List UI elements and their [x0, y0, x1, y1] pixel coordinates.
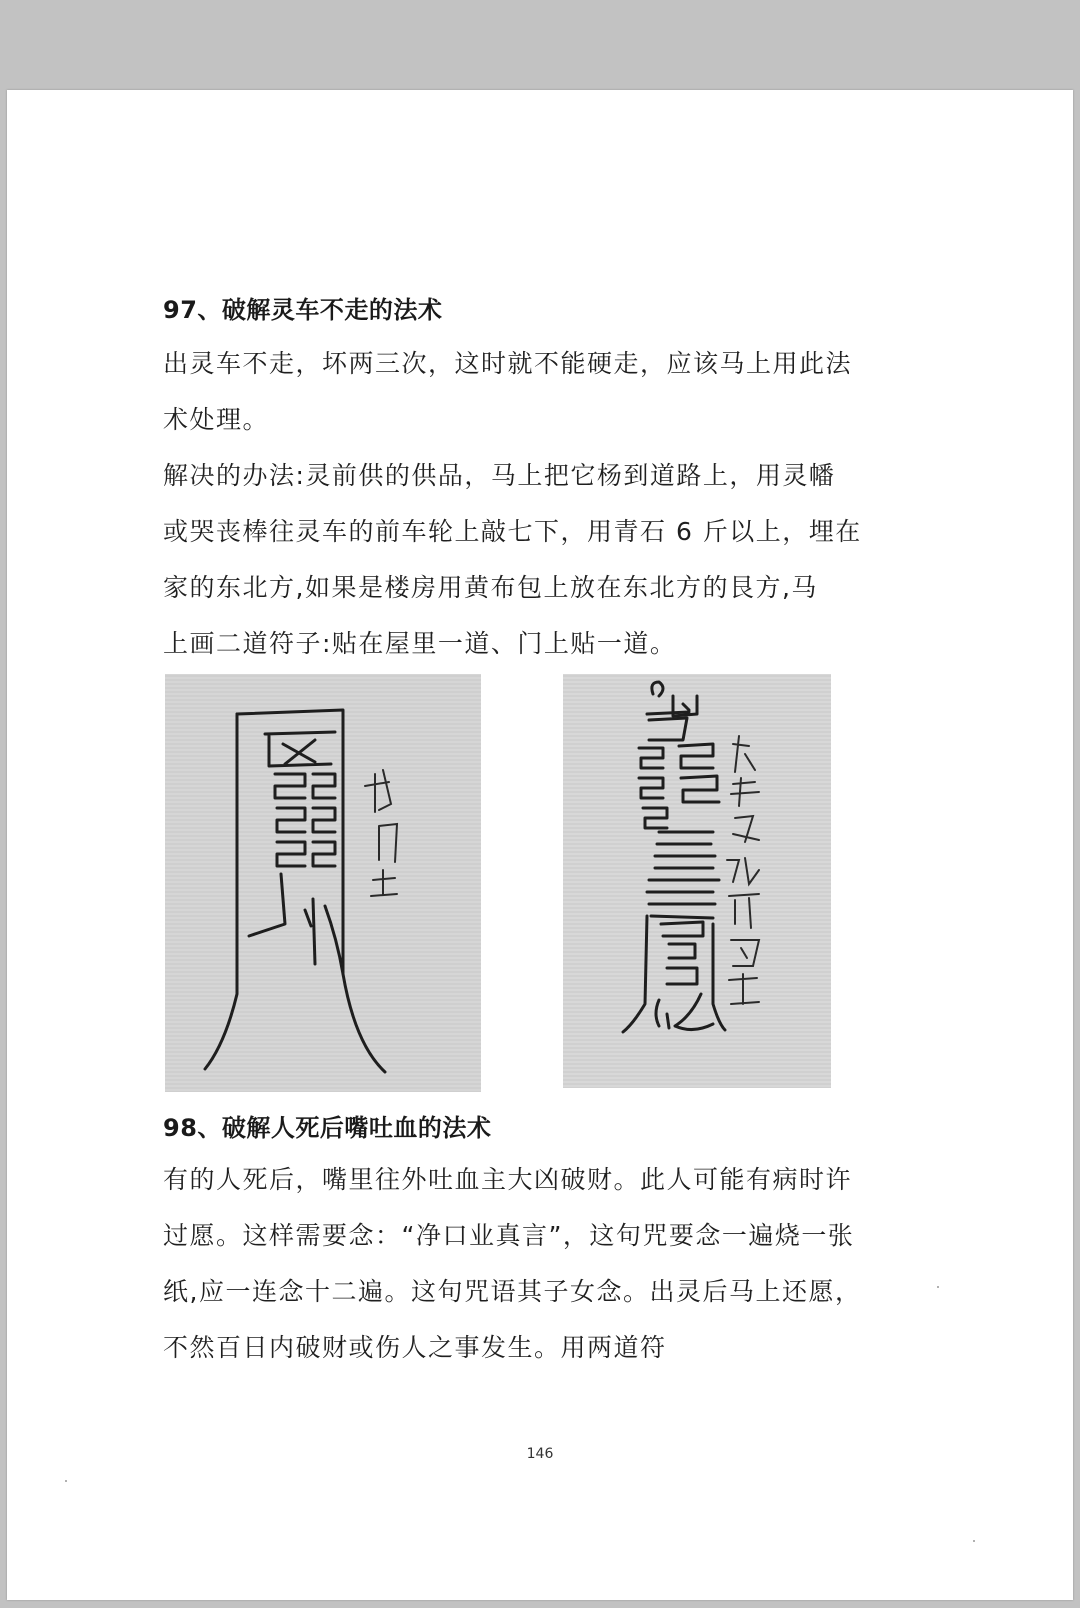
talisman-room-image [563, 674, 831, 1088]
section-97-line: 或哭丧棒往灵车的前车轮上敲七下，用青石 6 斤以上，埋在 [163, 517, 862, 546]
scan-speck [65, 1480, 67, 1482]
section-97-line: 上画二道符子:贴在屋里一道、门上贴一道。 [163, 629, 677, 658]
talisman-door-image [165, 674, 481, 1092]
talisman-room-drawing [563, 674, 831, 1088]
section-98-line: 有的人死后，嘴里往外吐血主大凶破财。此人可能有病时许 [163, 1165, 853, 1194]
scan-speck [973, 1540, 975, 1542]
page-number: 146 [526, 1446, 554, 1462]
section-98-heading: 98、破解人死后嘴吐血的法术 [163, 1114, 492, 1142]
section-98-line: 纸,应一连念十二遍。这句咒语其子女念。出灵后马上还愿， [163, 1277, 862, 1306]
section-97-line: 术处理。 [163, 405, 270, 434]
section-97-line: 家的东北方,如果是楼房用黄布包上放在东北方的艮方,马 [163, 573, 818, 602]
section-97-line: 出灵车不走，坏两三次，这时就不能硬走，应该马上用此法 [163, 349, 853, 378]
talisman-door-drawing [165, 674, 481, 1092]
section-98-line: 过愿。这样需要念：“净口业真言”，这句咒要念一遍烧一张 [163, 1221, 855, 1250]
section-97-heading: 97、破解灵车不走的法术 [163, 296, 443, 324]
section-97-line: 解决的办法:灵前供的供品，马上把它杨到道路上，用灵幡 [163, 461, 836, 490]
section-98-line: 不然百日内破财或伤人之事发生。用两道符 [163, 1333, 667, 1362]
scan-speck [937, 1286, 939, 1288]
document-page [7, 90, 1073, 1600]
